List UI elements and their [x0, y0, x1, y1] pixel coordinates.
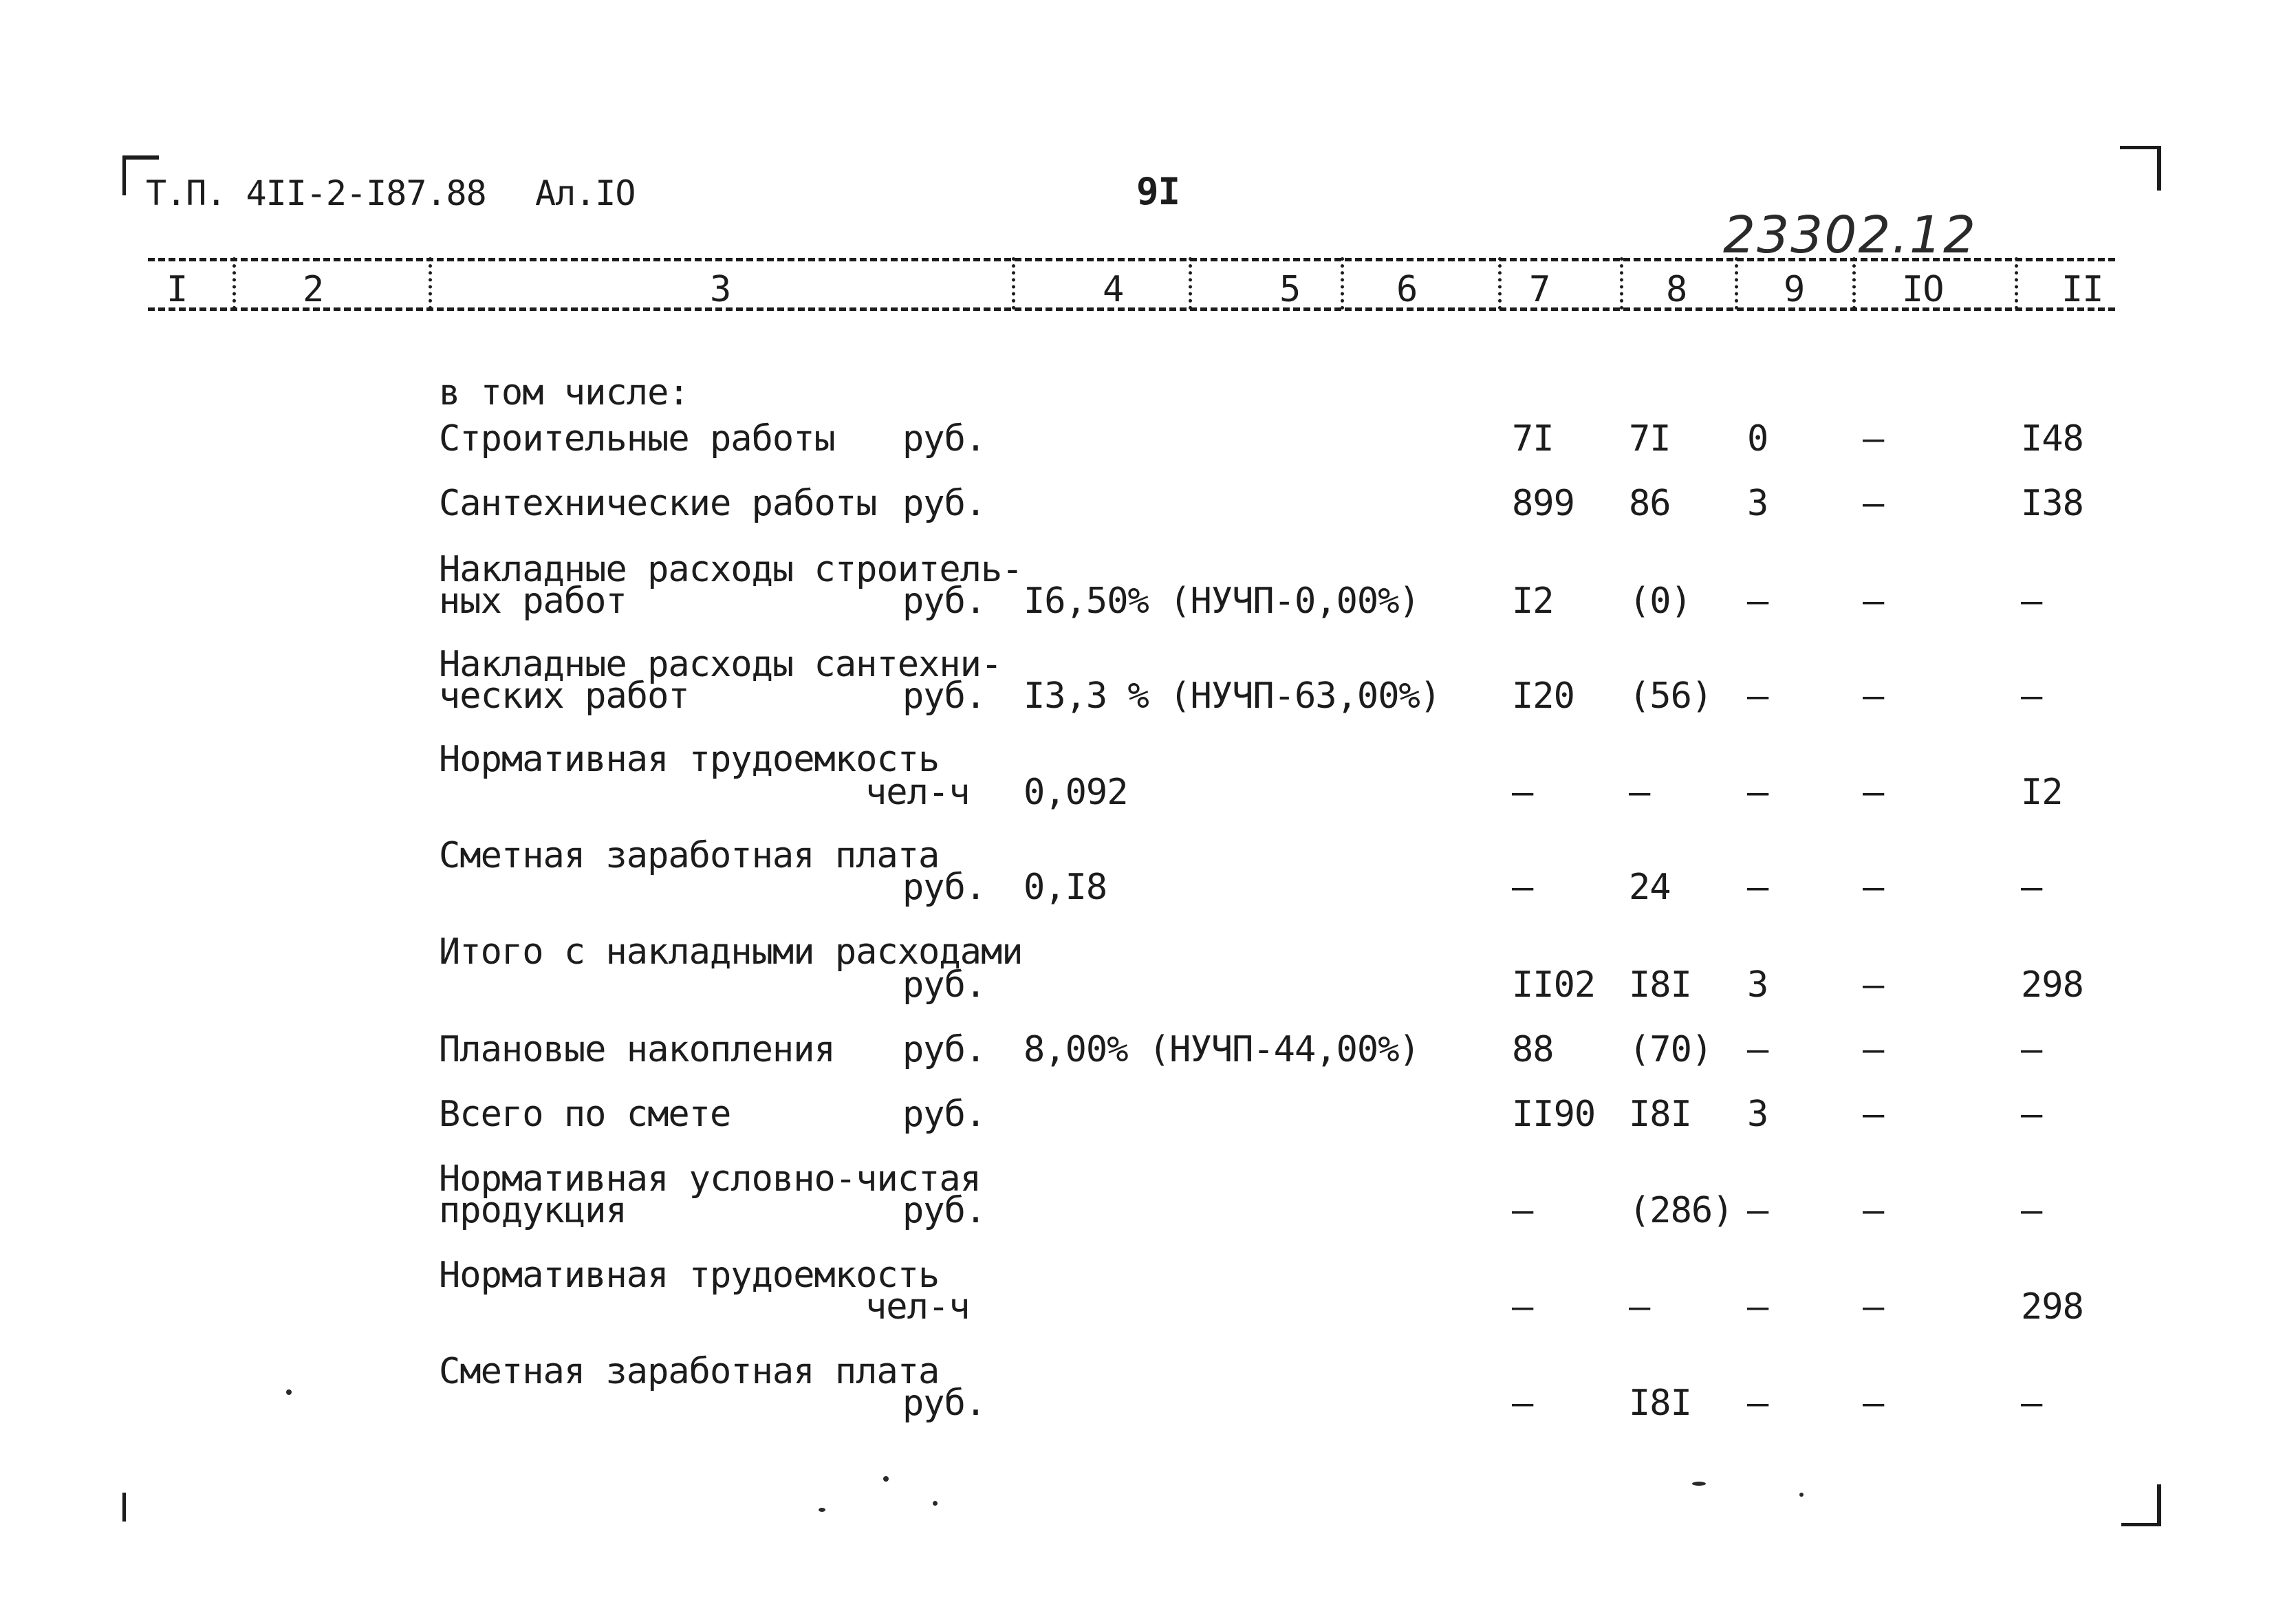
row-label: Нормативная условно-чистая — [439, 1158, 981, 1200]
row-value-col8: I8I — [1629, 1383, 1691, 1424]
row-rate: 0,092 — [1024, 772, 1128, 813]
corner-mark-top-right — [2120, 146, 2161, 191]
row-value-col10: – — [1863, 418, 1884, 459]
row-value-col11: – — [2021, 867, 2042, 908]
row-value-col7: 7I — [1512, 418, 1554, 459]
column-number: 2 — [303, 269, 324, 310]
column-separator — [1620, 257, 1623, 310]
row-value-col7: I2 — [1512, 581, 1554, 622]
row-value-col10: – — [1863, 772, 1884, 813]
column-separator — [1735, 257, 1738, 310]
row-value-col7: II02 — [1512, 964, 1596, 1006]
corner-mark-bottom-left — [122, 1493, 126, 1522]
row-rate: 0,I8 — [1024, 867, 1107, 908]
row-value-col11: – — [2021, 1190, 2042, 1231]
row-value-col9: 0 — [1747, 418, 1768, 459]
document-code: Т.П. 4II-2-I87.88 — [146, 173, 486, 213]
row-value-col11: 298 — [2021, 964, 2083, 1006]
column-separator — [1341, 257, 1344, 310]
row-value-col8: I8I — [1629, 964, 1691, 1006]
row-value-col10: – — [1863, 675, 1884, 717]
row-value-col8: 86 — [1629, 483, 1671, 524]
row-unit: руб. — [902, 1029, 986, 1070]
row-value-col9: 3 — [1747, 1094, 1768, 1135]
row-value-col10: – — [1863, 1094, 1884, 1135]
scan-speck — [819, 1508, 825, 1512]
row-label: ческих работ — [439, 675, 689, 717]
row-value-col7: II90 — [1512, 1094, 1596, 1135]
row-value-col11: – — [2021, 1383, 2042, 1424]
row-label: Накладные расходы строитель- — [439, 549, 1023, 590]
scan-speck — [286, 1389, 292, 1395]
row-value-col7: 88 — [1512, 1029, 1554, 1070]
row-value-col9: – — [1747, 772, 1768, 813]
row-value-col7: – — [1512, 1286, 1533, 1328]
column-number: 3 — [710, 269, 731, 310]
row-value-col8: 7I — [1629, 418, 1671, 459]
row-unit: руб. — [902, 483, 986, 524]
row-value-col10: – — [1863, 1286, 1884, 1328]
scan-speck — [1799, 1493, 1804, 1497]
row-value-col8: (286) — [1629, 1190, 1733, 1231]
column-number: 5 — [1279, 269, 1301, 310]
row-value-col8: (0) — [1629, 581, 1691, 622]
row-value-col11: I38 — [2021, 483, 2083, 524]
row-value-col9: 3 — [1747, 964, 1768, 1006]
row-value-col11: – — [2021, 1094, 2042, 1135]
scan-speck — [933, 1501, 938, 1506]
row-unit: чел-ч — [865, 1286, 970, 1328]
row-unit: руб. — [902, 675, 986, 717]
row-value-col7: I20 — [1512, 675, 1574, 717]
row-unit: чел-ч — [865, 772, 970, 813]
row-value-col7: – — [1512, 1190, 1533, 1231]
column-number: 4 — [1103, 269, 1124, 310]
scan-speck — [1692, 1482, 1706, 1486]
column-separator — [2015, 257, 2018, 310]
row-label: Сметная заработная плата — [439, 1351, 940, 1392]
column-number: 8 — [1666, 269, 1687, 310]
row-label: Нормативная трудоемкость — [439, 739, 940, 780]
album-number: Ал.IO — [535, 173, 636, 213]
row-label: ных работ — [439, 581, 627, 622]
row-value-col11: – — [2021, 1029, 2042, 1070]
row-unit: руб. — [902, 1190, 986, 1231]
page-number: 9I — [1136, 170, 1180, 213]
row-value-col8: 24 — [1629, 867, 1671, 908]
row-value-col9: – — [1747, 675, 1768, 717]
row-unit: руб. — [902, 1383, 986, 1424]
column-separator — [1498, 257, 1502, 310]
row-value-col7: – — [1512, 1383, 1533, 1424]
row-value-col8: I8I — [1629, 1094, 1691, 1135]
row-value-col9: – — [1747, 581, 1768, 622]
row-rate: I3,3 % (НУЧП-63,00%) — [1024, 675, 1441, 717]
column-number: 9 — [1784, 269, 1805, 310]
row-value-col11: I2 — [2021, 772, 2063, 813]
row-value-col11: – — [2021, 581, 2042, 622]
row-value-col9: 3 — [1747, 483, 1768, 524]
archive-number: 23302.12 — [1723, 206, 1978, 265]
row-value-col11: I48 — [2021, 418, 2083, 459]
row-unit: руб. — [902, 1094, 986, 1135]
row-unit: руб. — [902, 581, 986, 622]
row-value-col11: 298 — [2021, 1286, 2083, 1328]
scan-speck — [883, 1476, 889, 1482]
column-separator — [1012, 257, 1015, 310]
row-value-col11: – — [2021, 675, 2042, 717]
row-value-col9: – — [1747, 1286, 1768, 1328]
row-value-col9: – — [1747, 1029, 1768, 1070]
row-value-col7: – — [1512, 867, 1533, 908]
row-value-col10: – — [1863, 581, 1884, 622]
row-label: продукция — [439, 1190, 627, 1231]
column-separator — [232, 257, 236, 310]
column-separator — [429, 257, 432, 310]
corner-mark-bottom-right — [2121, 1484, 2161, 1526]
row-value-col10: – — [1863, 964, 1884, 1006]
row-label: Всего по смете — [439, 1094, 731, 1135]
row-label: Плановые накопления — [439, 1029, 835, 1070]
row-unit: руб. — [902, 867, 986, 908]
row-label: Сметная заработная плата — [439, 835, 940, 876]
row-value-col8: (56) — [1629, 675, 1713, 717]
row-value-col9: – — [1747, 1383, 1768, 1424]
row-value-col7: – — [1512, 772, 1533, 813]
row-label: Накладные расходы сантехни- — [439, 644, 1002, 685]
row-value-col10: – — [1863, 1190, 1884, 1231]
row-value-col9: – — [1747, 1190, 1768, 1231]
row-value-col7: 899 — [1512, 483, 1574, 524]
row-label: Итого с накладными расходами — [439, 931, 1023, 973]
row-rate: I6,50% (НУЧП-0,00%) — [1024, 581, 1420, 622]
column-strip-bottom-rule — [148, 307, 2115, 311]
column-separator — [1189, 257, 1192, 310]
row-label: Строительные работы — [439, 418, 835, 459]
column-separator — [1852, 257, 1856, 310]
column-number: 6 — [1396, 269, 1418, 310]
column-number: II — [2061, 269, 2103, 310]
column-strip-top-rule — [148, 258, 2115, 261]
row-value-col10: – — [1863, 1383, 1884, 1424]
row-label: Нормативная трудоемкость — [439, 1255, 940, 1296]
row-value-col8: – — [1629, 1286, 1650, 1328]
section-label: в том числе: — [439, 372, 689, 413]
row-value-col10: – — [1863, 483, 1884, 524]
row-unit: руб. — [902, 418, 986, 459]
row-rate: 8,00% (НУЧП-44,00%) — [1024, 1029, 1420, 1070]
row-value-col9: – — [1747, 867, 1768, 908]
row-unit: руб. — [902, 964, 986, 1006]
column-number: 7 — [1529, 269, 1550, 310]
column-number: IO — [1902, 269, 1944, 310]
column-number: I — [166, 269, 188, 310]
row-label: Сантехнические работы — [439, 483, 877, 524]
row-value-col10: – — [1863, 867, 1884, 908]
row-value-col8: – — [1629, 772, 1650, 813]
row-value-col10: – — [1863, 1029, 1884, 1070]
row-value-col8: (70) — [1629, 1029, 1713, 1070]
